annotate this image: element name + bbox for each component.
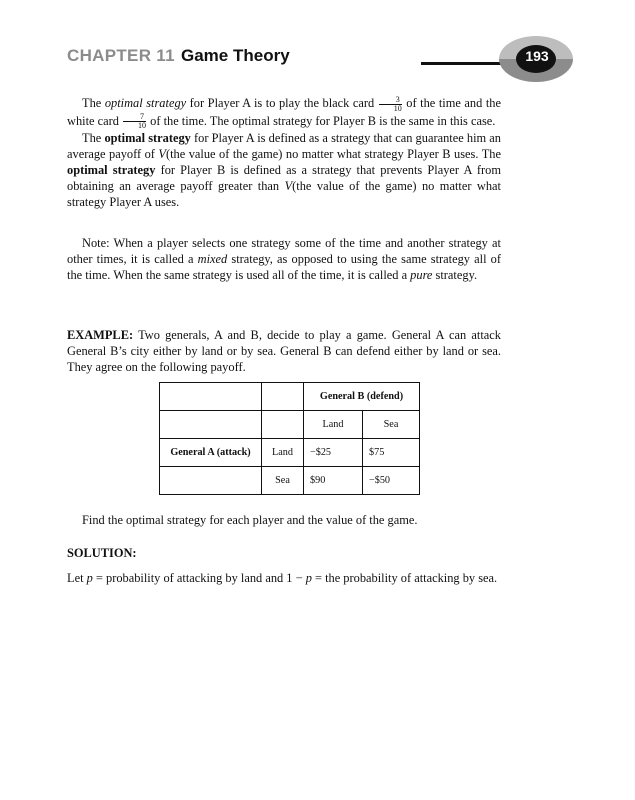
solution-block xyxy=(67,570,501,586)
row-label-land: Land xyxy=(262,439,304,467)
fraction-three-tenths xyxy=(379,96,402,113)
text-run: strategy, as opposed to using the same strategy all of the time. When the same strategy is used all of the time, it is called a xyxy=(67,252,502,282)
variable-v: V xyxy=(158,147,166,162)
payoff-table xyxy=(159,382,420,495)
table-cell-empty xyxy=(262,383,304,411)
text-run: of the time. The optimal strategy for Player B is the same in this case. xyxy=(147,113,496,128)
defender-header-text: General B (defend) xyxy=(319,391,404,402)
fraction-seven-tenths xyxy=(123,113,146,130)
payoff-cell: $90 xyxy=(304,467,363,495)
example-label: EXAMPLE: xyxy=(67,328,134,342)
text-run: strategy. xyxy=(432,268,478,282)
text-run: The xyxy=(82,131,105,146)
text-run: for Player A is defined as a strategy that can guarantee him an average payoff of xyxy=(67,131,501,162)
chapter-label: CHAPTER 11 xyxy=(67,46,175,65)
paragraph-solution xyxy=(67,570,501,586)
text-run: of the time and the white card xyxy=(67,96,501,128)
text-run: = probability of attacking by land and 1 − xyxy=(92,571,306,585)
variable-p: p xyxy=(305,571,312,585)
find-block xyxy=(67,512,501,528)
payoff-cell: −$25 xyxy=(304,439,363,467)
payoff-cell: −$50 xyxy=(363,467,420,495)
table-row xyxy=(160,439,420,467)
payoff-cell: $75 xyxy=(363,439,420,467)
text-run: for Player B is defined as a strategy that prevents Player A from obtaining an average payoff greater than xyxy=(67,163,501,194)
page-header xyxy=(0,0,635,90)
paragraph-definition xyxy=(67,130,501,210)
table-row xyxy=(160,383,420,411)
note-block xyxy=(67,235,501,283)
text-run: Two generals, A and B, decide to play a game. General A can attack General B’s city either by land or by sea. General B can defend either by land or sea. They agree on the following payoff. xyxy=(67,328,501,374)
text-run: The xyxy=(82,96,105,110)
table-cell-empty xyxy=(160,383,262,411)
table-row xyxy=(160,467,420,495)
bold-term: optimal strategy xyxy=(67,163,156,178)
emphasis: optimal strategy xyxy=(104,96,187,110)
text-run: (the value of the game) no matter what strategy Player B uses. The xyxy=(165,147,501,162)
fraction-numerator: 3 xyxy=(379,96,402,105)
emphasis: mixed xyxy=(197,252,228,266)
fraction-numerator: 7 xyxy=(123,113,146,122)
table-cell-empty xyxy=(262,411,304,439)
chapter-title: Game Theory xyxy=(181,46,290,65)
text-run: = the probability of attacking by sea. xyxy=(311,571,498,585)
variable-p: p xyxy=(86,571,93,585)
bold-term: optimal strategy xyxy=(104,131,191,146)
attacker-label-text: General A (attack) xyxy=(170,447,251,458)
find-instruction: Find the optimal strategy for each player and the value of the game. xyxy=(82,513,418,527)
paragraph-note xyxy=(67,235,501,283)
emphasis: pure xyxy=(410,268,433,282)
fraction-denominator: 10 xyxy=(138,121,147,131)
solution-label: SOLUTION: xyxy=(67,546,137,560)
text-run: for Player A is to play the black card xyxy=(186,96,378,110)
column-header-sea: Sea xyxy=(363,411,420,439)
paragraph-optimal-strategy xyxy=(67,95,501,130)
example-block xyxy=(67,327,501,375)
paragraph-example xyxy=(67,327,501,375)
variable-v: V xyxy=(284,179,293,194)
body-text-block xyxy=(67,95,501,210)
row-label-sea: Sea xyxy=(262,467,304,495)
column-header-land: Land xyxy=(304,411,363,439)
attacker-label xyxy=(160,439,262,467)
page-number: 193 xyxy=(525,48,549,64)
fraction-denominator: 10 xyxy=(393,103,402,113)
defender-header xyxy=(304,383,420,411)
table-cell-empty xyxy=(160,467,262,495)
table-cell-empty xyxy=(160,411,262,439)
table-row xyxy=(160,411,420,439)
text-run: Let xyxy=(67,571,87,585)
text-run: Note: When a player selects one strategy some of the time and another strategy at other times, it is called a xyxy=(67,236,501,266)
text-run: (the value of the game) no matter what strategy Player A uses. xyxy=(67,179,502,210)
